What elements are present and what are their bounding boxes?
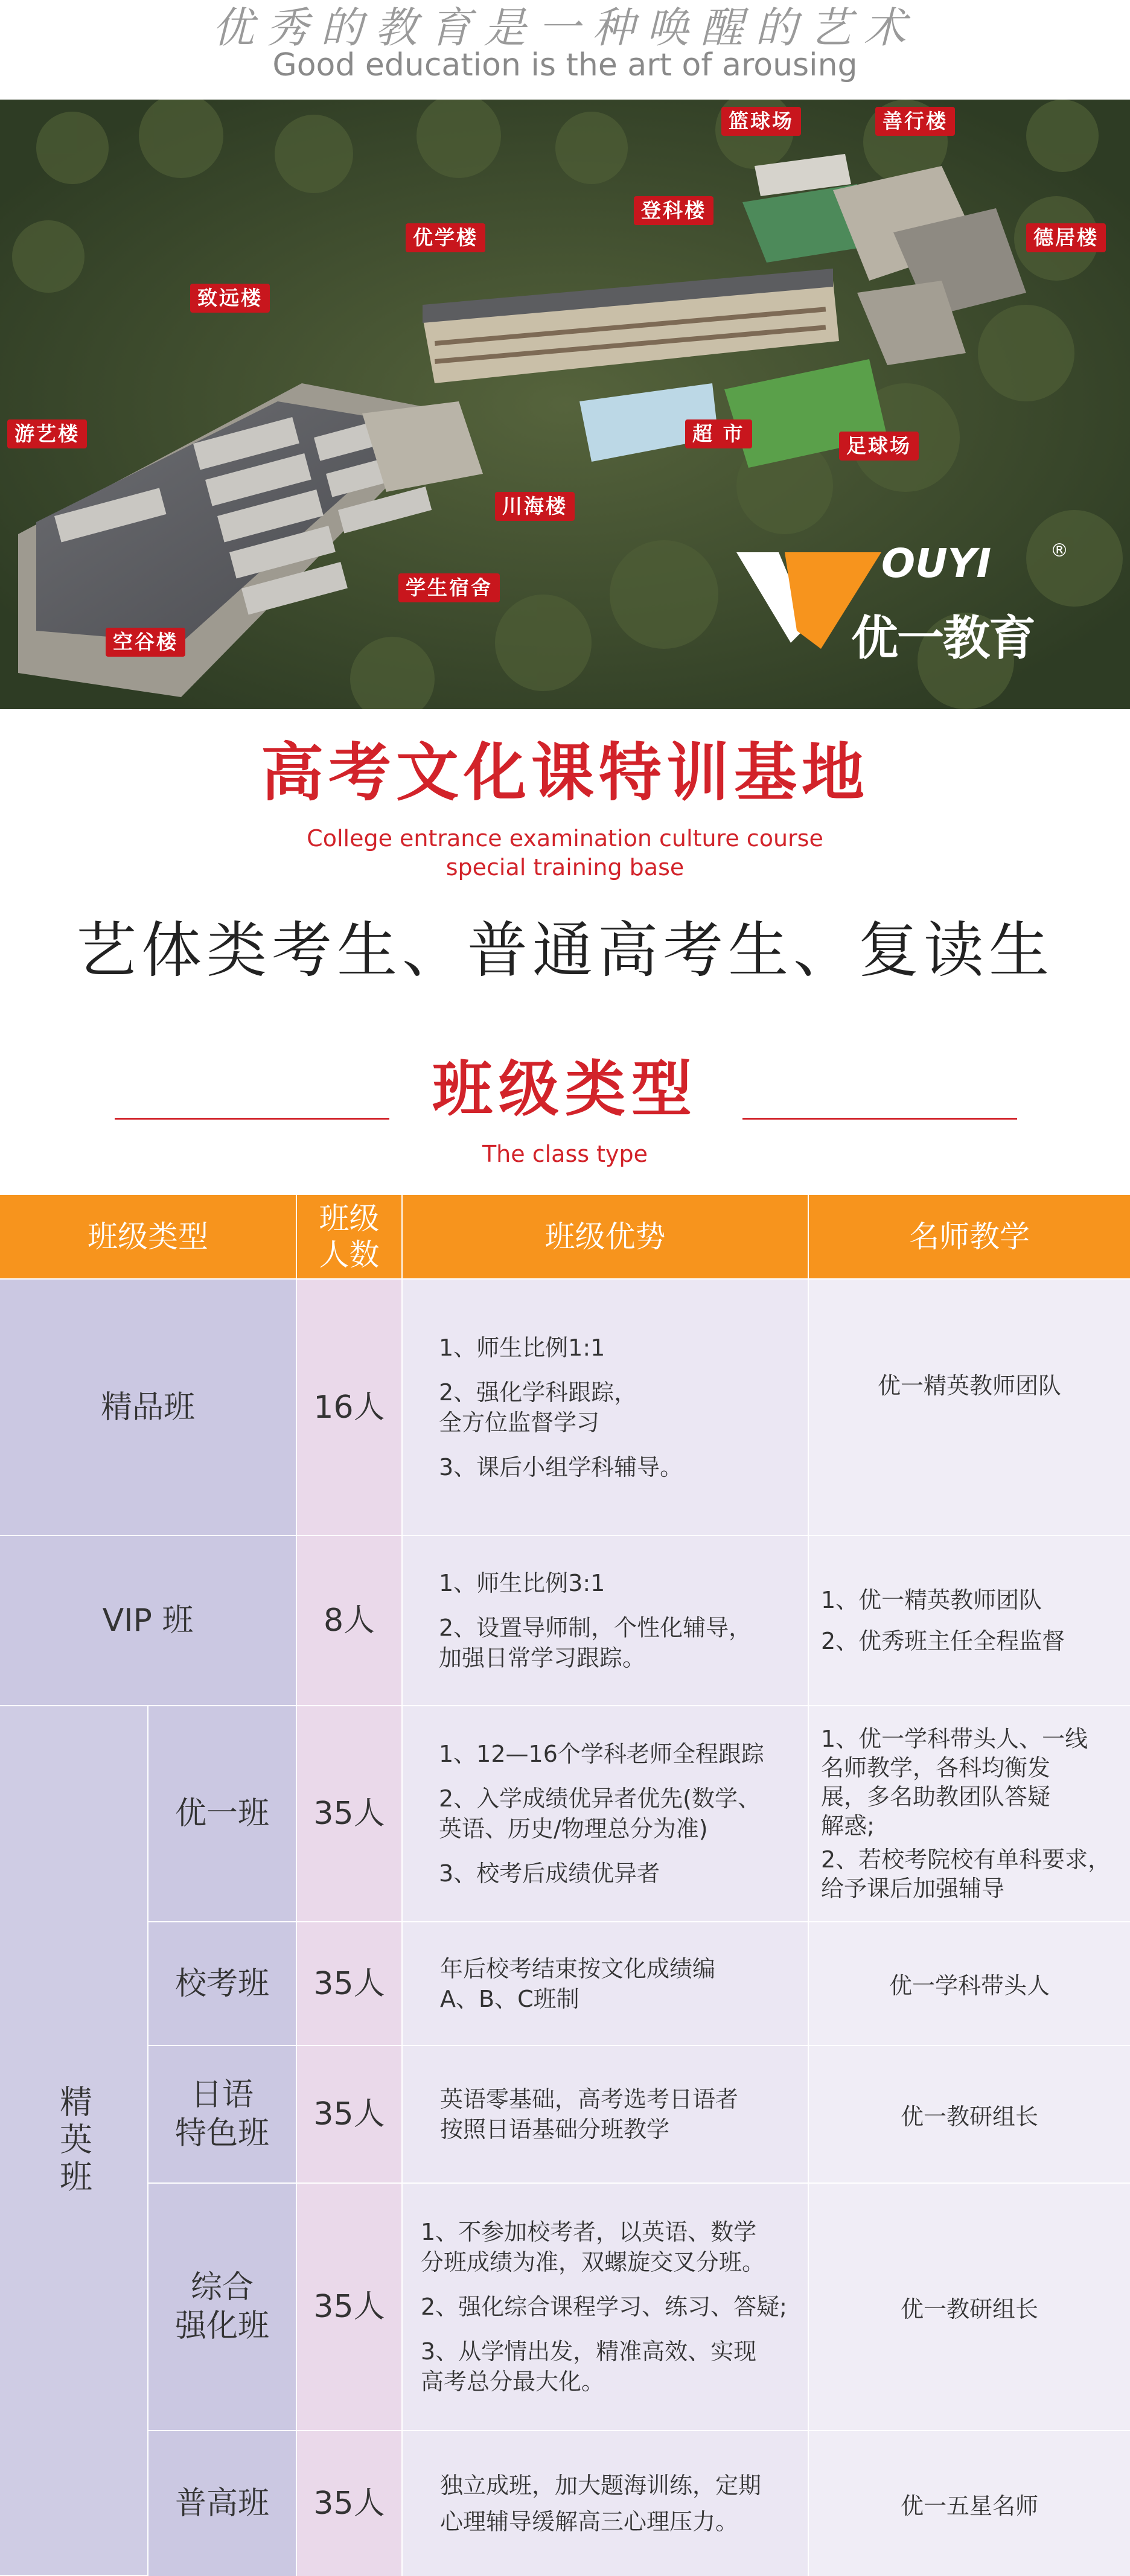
advantage-item: 3、从学情出发，精准高效、实现 高考总分最大化。: [421, 2338, 757, 2395]
intro-title: 高考文化课特训基地: [260, 736, 869, 809]
campus-label-youyi-building: 游艺楼: [7, 419, 87, 448]
row-youyi-name: 优一班: [148, 1706, 297, 1922]
campus-label-shanxing-building: 善行楼: [875, 107, 955, 136]
slogan-chinese: 优秀的教育是一种唤醒的艺术: [212, 3, 918, 53]
row-vip-size: 8人: [297, 1536, 403, 1706]
header-class-size: [297, 1195, 403, 1280]
group-elite-class: [0, 1706, 148, 2576]
logo-english: OUYI: [881, 540, 992, 587]
row-zonghe-advantage: [403, 2184, 809, 2431]
youyi-education-logo: [730, 540, 1068, 666]
section-title: 班级类型: [432, 1054, 698, 1124]
teacher-item: 1、优一学科带头人、一线 名师教学，各科均衡发 展，多名助教团队答疑 解惑;: [821, 1726, 1088, 1839]
row-zonghe-teachers: 优一教研组长: [809, 2184, 1130, 2431]
teacher-item: 1、优一精英教师团队: [821, 1587, 1042, 1613]
row-zonghe-name-line2: 强化班: [174, 2308, 269, 2344]
teacher-item: 2、若校考院校有单科要求， 给予课后加强辅导: [821, 1846, 1111, 1902]
row-zonghe-name: [148, 2184, 297, 2431]
intro-title-english-line2: special training base: [445, 854, 685, 881]
row-jingpin-name: 精品班: [0, 1280, 297, 1536]
advantage-item: 2、强化学科跟踪， 全方位监督学习: [439, 1379, 637, 1436]
teacher-item: 2、优秀班主任全程监督: [821, 1628, 1065, 1654]
row-riyu-name-line2: 特色班: [174, 2115, 269, 2152]
advantage-item: 3、课后小组学科辅导。: [439, 1453, 683, 1481]
logo-registered-mark: ®: [1050, 540, 1068, 561]
campus-label-konggu-building: 空谷楼: [106, 628, 185, 657]
header-teachers: 名师教学: [809, 1195, 1130, 1280]
campus-label-basketball-court: 篮球场: [721, 107, 801, 136]
campus-aerial-image: [0, 100, 1130, 709]
advantage-item: 2、入学成绩优异者优先(数学、 英语、历史/物理总分为准): [439, 1785, 761, 1842]
row-riyu-advantage: 英语零基础，高考选考日语者 按照日语基础分班教学: [403, 2046, 809, 2184]
audience-text: 艺体类考生、普通高考生、复读生: [76, 915, 1054, 986]
campus-label-deju-building: 德居楼: [1026, 223, 1106, 252]
intro-title-english: [0, 824, 1130, 882]
group-elite-class-label: 精英班: [54, 2084, 93, 2197]
row-pugao-name: 普高班: [148, 2431, 297, 2576]
row-xiaokao-size: 35人: [297, 1922, 403, 2046]
row-xiaokao-teachers: 优一学科带头人: [809, 1922, 1130, 2046]
advantage-item: 3、校考后成绩优异者: [439, 1860, 660, 1887]
advantage-item: 2、设置导师制，个性化辅导， 加强日常学习跟踪。: [439, 1615, 752, 1671]
advantage-item: 1、12—16个学科老师全程跟踪: [439, 1741, 764, 1767]
header-class-advantage: 班级优势: [403, 1195, 809, 1280]
header-class-size-line1: 班级: [319, 1201, 380, 1236]
row-zonghe-size: 35人: [297, 2184, 403, 2431]
logo-chinese: 优一教育: [851, 611, 1035, 666]
row-riyu-name-line1: 日语: [190, 2077, 254, 2113]
slogan-english: Good education is the art of arousing: [272, 47, 858, 83]
campus-label-zhiyuan-building: 致远楼: [190, 284, 270, 313]
row-jingpin-size: 16人: [297, 1280, 403, 1536]
section-title-english: The class type: [482, 1141, 648, 1167]
intro-title-english-line1: College entrance examination culture course: [307, 825, 823, 852]
campus-label-student-dormitory: 学生宿舍: [398, 573, 500, 602]
class-type-table: [0, 1195, 1130, 2576]
row-riyu-name: [148, 2046, 297, 2184]
row-vip-teachers: [809, 1536, 1130, 1706]
campus-label-youxue-building: 优学楼: [406, 223, 485, 252]
advantage-item: 1、师生比例3:1: [439, 1570, 605, 1596]
advantage-item: 2、强化综合课程学习、练习、答疑;: [421, 2294, 787, 2320]
row-zonghe-name-line1: 综合: [190, 2269, 254, 2306]
row-youyi-teachers: [809, 1706, 1130, 1922]
row-pugao-teachers: 优一五星名师: [809, 2431, 1130, 2576]
header-class-type: 班级类型: [0, 1195, 297, 1280]
row-jingpin-advantage: [403, 1280, 809, 1536]
row-xiaokao-advantage: 年后校考结束按文化成绩编 A、B、C班制: [403, 1922, 809, 2046]
header-class-size-line2: 人数: [319, 1237, 380, 1272]
row-vip-name: VIP 班: [0, 1536, 297, 1706]
row-pugao-size: 35人: [297, 2431, 403, 2576]
advantage-item: 1、师生比例1:1: [439, 1334, 605, 1361]
row-riyu-size: 35人: [297, 2046, 403, 2184]
header: [0, 0, 1130, 100]
row-youyi-advantage: [403, 1706, 809, 1922]
row-riyu-teachers: 优一教研组长: [809, 2046, 1130, 2184]
campus-label-chuanhai-building: 川海楼: [495, 492, 575, 521]
campus-label-dengke-building: 登科楼: [634, 196, 713, 225]
row-youyi-size: 35人: [297, 1706, 403, 1922]
row-pugao-advantage: 独立成班，加大题海训练，定期 心理辅导缓解高三心理压力。: [403, 2431, 809, 2576]
advantage-item: 1、不参加校考者，以英语、数学 分班成绩为准，双螺旋交叉分班。: [421, 2219, 765, 2275]
row-xiaokao-name: 校考班: [148, 1922, 297, 2046]
row-jingpin-teachers: 优一精英教师团队: [809, 1280, 1130, 1536]
campus-label-supermarket: 超 市: [685, 419, 752, 448]
campus-label-football-field: 足球场: [839, 432, 919, 461]
row-vip-advantage: [403, 1536, 809, 1706]
